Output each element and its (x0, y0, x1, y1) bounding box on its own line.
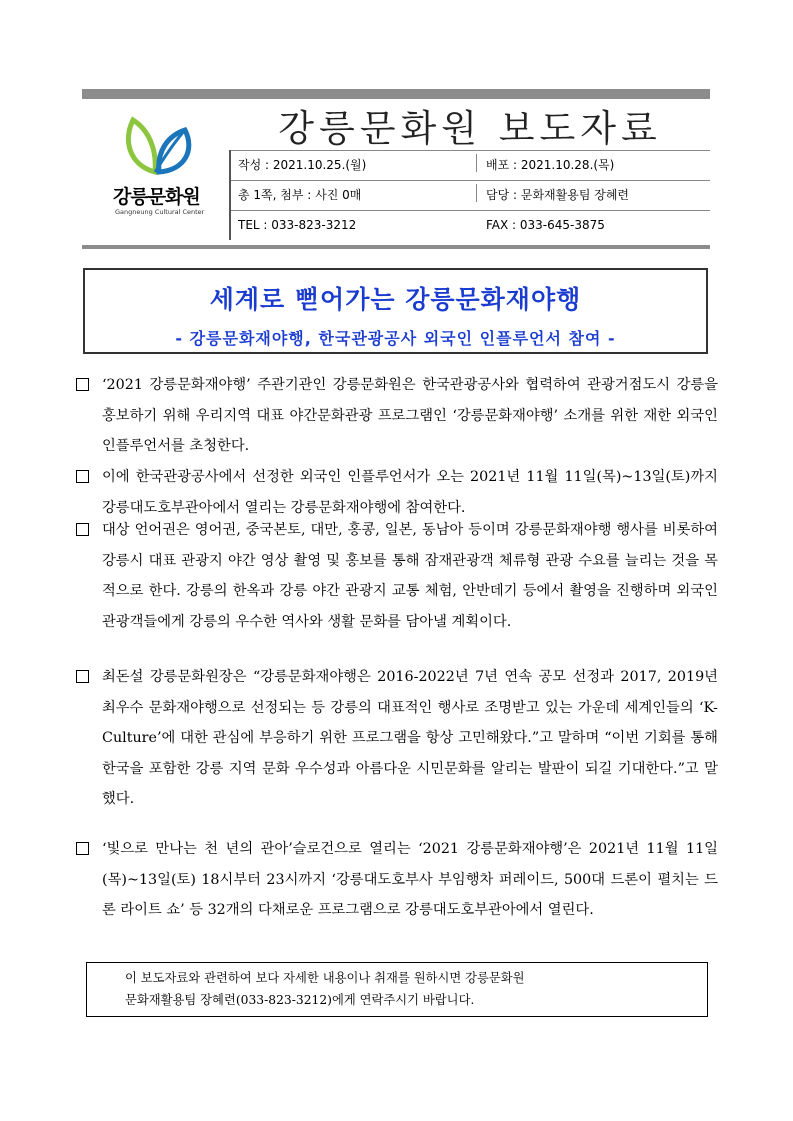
header-divider (229, 150, 231, 240)
logo-subtitle: Gangneung Cultural Center (115, 208, 205, 216)
info-rule (231, 180, 710, 181)
paragraph (76, 370, 718, 462)
headline-title: 세계로 뻗어가는 강릉문화재야행 (209, 285, 582, 314)
organization-logo (105, 110, 217, 220)
paragraph-text: ‘빛으로 만나는 천 년의 관아’슬로건으로 열리는 ‘2021 강릉문화재야행’은 2021년 11월 11일(목)~13일(토) 18시부터 23시까지 ‘강릉대도호부사 부임행차 퍼레이드, 500대 드론이 펼치는 드론 라이트 쇼’ 등 32개의 다채로운 프로그램으로 강릉대도호부관아에서 열린다. (102, 841, 718, 918)
telephone: TEL : 033-823-3212 (238, 218, 357, 232)
info-rule (231, 210, 710, 211)
paragraph-text: 최돈설 강릉문화원장은 “강릉문화재야행은 2016-2022년 7년 연속 공모 선정과 2017, 2019년 최우수 문화재야행으로 선정되는 등 강릉의 대표적인 행사로 조명받고 있는 가운데 세계인들의 ‘K-Culture’에 대한 관심에 부응하기 위한 프로그램을 항상 고민해왔다.”고 말하며 “이번 기회를 통해 한국을 포함한 강릉 지역 문화 우수성과 아름다운 시민문화를 알리는 발판이 되길 기대한다.”고 말했다. (102, 669, 718, 807)
checkbox-bullet-icon (76, 842, 89, 855)
paragraph (76, 515, 718, 637)
cell-divider (476, 184, 477, 202)
fax: FAX : 033-645-3875 (486, 218, 605, 232)
headline-subtitle: - 강릉문화재야행, 한국관광공사 외국인 인플루언서 참여 - (175, 329, 616, 348)
paragraph-text: 대상 언어권은 영어권, 중국본토, 대만, 홍콩, 일본, 동남아 등이며 강릉문화재야행 행사를 비롯하여 강릉시 대표 관광지 야간 영상 촬영 및 홍보를 통해 잠재관광객 체류형 관광 수요를 늘리는 것을 목적으로 한다. 강릉의 한옥과 강릉 야간 관광지 교통 체험, 안반데기 등에서 촬영을 진행하며 외국인 관광객들에게 강릉의 우수한 역사와 생활 문화를 담아낼 계획이다. (102, 522, 718, 630)
cell-divider (476, 154, 477, 172)
paragraph (76, 834, 718, 926)
paragraph-text: 이에 한국관광공사에서 선정한 외국인 인플루언서가 오는 2021년 11월 11일(목)~13일(토)까지 강릉대도호부관아에서 열리는 강릉문화재야행에 참여한다. (102, 469, 718, 516)
leaf-logo-icon (119, 110, 199, 180)
paragraph (76, 462, 718, 523)
page-title: 강릉문화원 보도자료 (278, 107, 662, 150)
info-rule (231, 150, 710, 151)
contact-note-box (86, 962, 708, 1017)
checkbox-bullet-icon (76, 670, 89, 683)
contact-note-line: 문화재활용팀 장혜련(033-823-3212)에게 연락주시기 바랍니다. (125, 993, 475, 1007)
logo-name: 강릉문화원 (113, 186, 200, 208)
checkbox-bullet-icon (76, 378, 89, 391)
written-date: 작성 : 2021.10.25.(월) (238, 158, 367, 172)
checkbox-bullet-icon (76, 523, 89, 536)
distribution-date: 배포 : 2021.10.28.(목) (486, 158, 615, 172)
contact-note-line: 이 보도자료와 관련하여 보다 자세한 내용이나 취재를 원하시면 강릉문화원 (125, 971, 525, 985)
headline-box (83, 268, 708, 354)
page-count: 총 1쪽, 첨부 : 사진 0매 (238, 188, 362, 202)
checkbox-bullet-icon (76, 470, 89, 483)
contact-person: 담당 : 문화재활용팀 장혜련 (486, 188, 629, 202)
paragraph-text: ‘2021 강릉문화재야행’ 주관기관인 강릉문화원은 한국관광공사와 협력하여 관광거점도시 강릉을 홍보하기 위해 우리지역 대표 야간문화관광 프로그램인 ‘강릉문화재야행’ 소개를 위한 재한 외국인 인플루언서를 초청한다. (102, 377, 718, 454)
header-bottom-bar (82, 245, 710, 249)
paragraph (76, 662, 718, 815)
